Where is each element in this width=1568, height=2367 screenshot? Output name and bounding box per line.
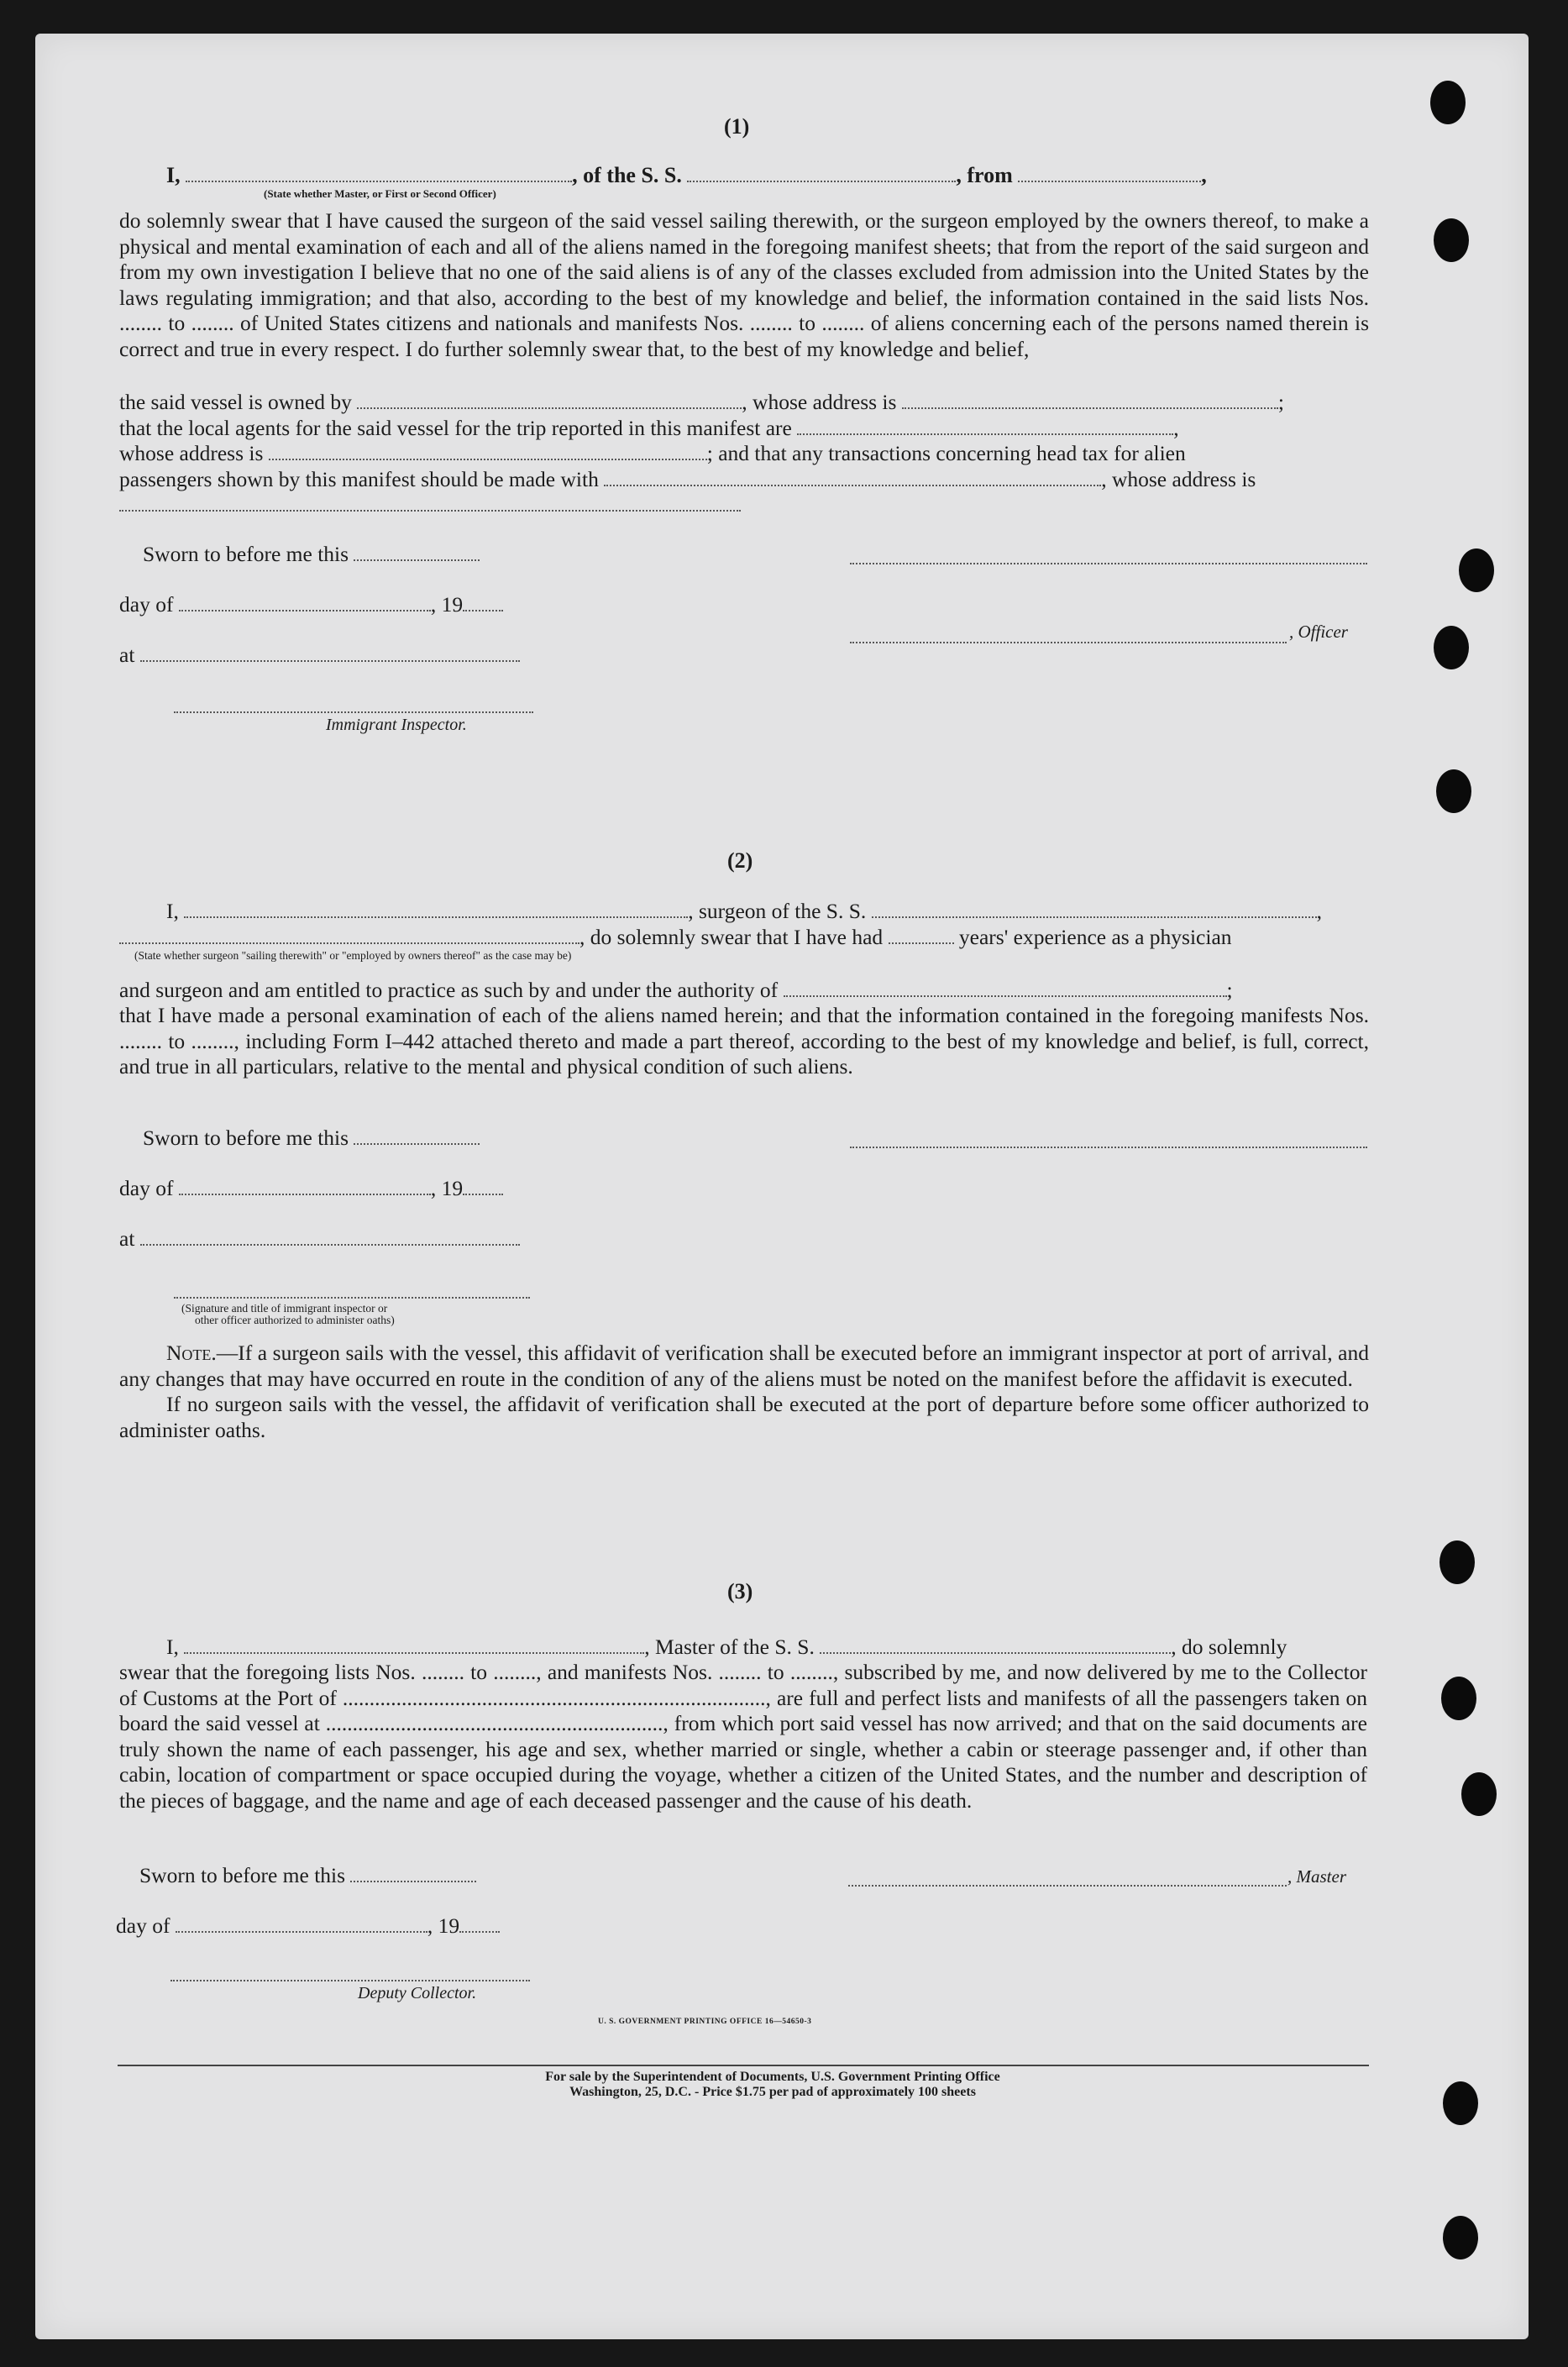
master-name-field[interactable] [184, 1639, 644, 1654]
section-3-i: I, [166, 1635, 179, 1659]
day-of-line-1 [119, 592, 503, 617]
at-label: at [119, 643, 135, 667]
punch-hole [1441, 1677, 1476, 1720]
officer-title-field[interactable] [850, 642, 1287, 643]
year-label: , 19 [430, 1176, 464, 1200]
owned-by-line: the said vessel is owned by , whose address is ; [119, 390, 1284, 414]
sworn-label: Sworn to before me this [139, 1863, 346, 1887]
punch-hole [1443, 2081, 1478, 2125]
contact-address-field[interactable] [119, 510, 741, 512]
agents-address-field[interactable] [269, 445, 707, 460]
year-label: , 19 [427, 1913, 460, 1938]
from-port-field[interactable] [1018, 167, 1201, 182]
gpo-imprint: U. S. GOVERNMENT PRINTING OFFICE 16—54650-3 [598, 2018, 812, 2026]
sworn-day-field[interactable] [350, 1867, 476, 1882]
head-tax-contact-field[interactable] [604, 471, 1101, 486]
agents-address-label: whose address is [119, 441, 264, 465]
day-of-label: day of [119, 592, 174, 617]
master-vessel-field[interactable] [820, 1639, 1171, 1654]
punch-hole [1440, 1540, 1475, 1584]
section-2-paragraph [119, 1003, 1369, 1080]
inspector-signature-field[interactable] [174, 711, 533, 713]
day-of-label: day of [119, 1176, 174, 1200]
section-2-text: that I have made a personal examination of each of the aliens named herein; and that the information contained in the foregoing manifests Nos. ........ to ........, including Form I–442 attached thereto and made a part thereof, according to the best of my knowledge and belief, is full, correct, and true in all particulars, relative to the mental and physical condition of such aliens. [119, 1003, 1369, 1079]
sale-notice-line: Washington, 25, D.C. - Price $1.75 per pad of approximately 100 sheets [569, 2085, 976, 2099]
punch-hole [1434, 218, 1469, 262]
agents-label: that the local agents for the said vessel for the trip reported in this manifest are [119, 416, 792, 440]
years-label: years' experience as a physician [958, 925, 1232, 949]
signature-hint-line: (Signature and title of immigrant inspector or [181, 1302, 388, 1315]
do-solemnly-label: , do solemnly swear that I have had [579, 925, 884, 949]
master-label: , Master [1287, 1866, 1346, 1887]
day-of-label: day of [116, 1913, 170, 1938]
owner-field[interactable] [357, 394, 742, 409]
section-1-paragraph [119, 208, 1369, 363]
punch-hole [1459, 548, 1494, 592]
section-2-i: I, [166, 899, 179, 923]
section-2-intro: I, , surgeon of the S. S. , [166, 899, 1323, 923]
section-3-intro [166, 1635, 1287, 1660]
from-label: , from [956, 163, 1013, 187]
surgeon-vessel-field[interactable] [872, 903, 1317, 918]
signature-hint-line: other officer authorized to administer oaths) [195, 1314, 395, 1326]
year-field[interactable] [463, 596, 503, 611]
month-field[interactable] [176, 1918, 427, 1933]
footer-divider [118, 2065, 1369, 2066]
of-ss-label: , of the S. S. [572, 163, 682, 187]
day-of-line-2 [119, 1176, 503, 1201]
collector-label: Deputy Collector. [358, 1984, 477, 2002]
officer-signature-field[interactable] [850, 563, 1367, 564]
place-field[interactable] [140, 647, 520, 662]
sworn-label: Sworn to before me this [143, 542, 349, 566]
authority-field[interactable] [784, 982, 1227, 997]
surgeon-hint: (State whether surgeon "sailing therewith" or "employed by owners thereof" as the case may be) [134, 949, 572, 962]
agents-field[interactable] [797, 420, 1173, 435]
punch-hole [1430, 81, 1466, 124]
month-field[interactable] [179, 596, 431, 611]
note-label: Note. [166, 1341, 217, 1365]
surgeon-type-field[interactable] [119, 929, 579, 944]
sworn-line-2 [143, 1126, 480, 1151]
inspector-signature-field[interactable] [174, 1297, 530, 1299]
section-1-number: (1) [724, 114, 750, 139]
section-3-paragraph [119, 1660, 1367, 1814]
authority-line: and surgeon and am entitled to practice as such by and under the authority of ; [119, 978, 1233, 1002]
owner-address-field[interactable] [902, 394, 1278, 409]
section-3-number: (3) [727, 1579, 753, 1603]
vessel-name-field[interactable] [687, 167, 956, 182]
place-field[interactable] [140, 1231, 520, 1246]
years-field[interactable] [889, 929, 954, 944]
officer-label: , Officer [1289, 622, 1348, 642]
contact-address-label: , whose address is [1101, 467, 1256, 491]
owned-by-label: the said vessel is owned by [119, 390, 352, 414]
note-1 [119, 1341, 1369, 1392]
passengers-label: passengers shown by this manifest should be made with [119, 467, 599, 491]
sworn-label: Sworn to before me this [143, 1126, 349, 1150]
surgeon-signature-field[interactable] [850, 1147, 1367, 1148]
surgeon-of-label: , surgeon of the S. S. [688, 899, 867, 923]
authority-label: and surgeon and am entitled to practice as such by and under the authority of [119, 978, 779, 1002]
sale-notice [353, 2070, 1193, 2100]
sale-notice-line: For sale by the Superintendent of Documents, U.S. Government Printing Office [545, 2070, 1000, 2084]
note-paragraph [119, 1341, 1369, 1443]
at-line-1 [119, 643, 520, 668]
sworn-day-field[interactable] [354, 1130, 480, 1145]
surgeon-years-line [119, 925, 1232, 950]
passengers-line [119, 467, 1256, 492]
section-1-i: I, [166, 163, 181, 187]
signature-hint [181, 1303, 395, 1326]
surgeon-name-field[interactable] [184, 903, 688, 918]
punch-hole [1443, 2216, 1478, 2259]
officer-name-field[interactable] [186, 167, 572, 182]
note-1-text: —If a surgeon sails with the vessel, this affidavit of verification shall be executed before an immigrant inspector at port of arrival, and any changes that may have occurred en route in the condition of any of the aliens must be noted on the manifest before the affidavit is executed. [119, 1341, 1369, 1391]
head-tax-text: ; and that any transactions concerning head tax for alien [706, 441, 1186, 465]
inspector-label: Immigrant Inspector. [326, 716, 467, 734]
section-1-oath-text: do solemnly swear that I have caused the surgeon of the said vessel sailing therewith, or the surgeon employed by the owners thereof, to make a physical and mental examination of each and all of the aliens named in the foregoing manifest sheets; that from the report of the said surgeon and from my own investigation I believe that no one of the said aliens is of any of the classes excluded from admission into the United States by the laws regulating immigration; and that also, according to the best of my knowledge and belief, the information contained in the said lists Nos. ........ to ........ of United States citizens and nationals and manifests Nos. ........ to ........ of aliens concerning each of the persons named therein is correct and true in every respect. I do further solemnly swear that, to the best of my knowledge and belief, [119, 208, 1369, 361]
section-1-intro: I, , of the S. S. , from , [166, 163, 1207, 187]
month-field[interactable] [179, 1180, 431, 1195]
section-3-text: swear that the foregoing lists Nos. ........ to ........, and manifests Nos. ........ to ........, subscribed by me, and now delivered by me to the Collector of Customs at the Port of ..............................................................................., are full and perfect lists and manifests of all the passengers taken on board the said vessel at ..............................................................., from which port said vessel has now arrived; and that on the said documents are truly shown the name of each passenger, his age and sex, whether married or single, whether a cabin or steerage passenger and, if other than cabin, location of compartment or space occupied during the voyage, whether a citizen of the United States, and the number and description of the pieces of baggage, and the name and age of each deceased passenger and the cause of his death. [119, 1660, 1367, 1813]
owner-address-label: , whose address is [742, 390, 897, 414]
agents-line: that the local agents for the said vessel for the trip reported in this manifest are , [119, 416, 1179, 440]
punch-hole [1436, 769, 1471, 813]
note-2: If no surgeon sails with the vessel, the affidavit of verification shall be executed at the port of departure before some officer authorized to administer oaths. [119, 1392, 1369, 1442]
year-field[interactable] [463, 1180, 503, 1195]
year-field[interactable] [459, 1918, 500, 1933]
sworn-line-3 [139, 1863, 476, 1888]
at-label: at [119, 1226, 135, 1251]
punch-hole [1434, 626, 1469, 669]
year-label: , 19 [430, 592, 464, 617]
sworn-line-1 [143, 542, 480, 567]
do-solemnly-label: , do solemnly [1171, 1635, 1287, 1659]
day-of-line-3 [116, 1913, 500, 1939]
sworn-day-field[interactable] [354, 546, 480, 561]
agents-address-line [119, 441, 1186, 466]
master-signature-field[interactable] [848, 1885, 1287, 1887]
punch-hole [1461, 1772, 1497, 1816]
at-line-2 [119, 1226, 520, 1252]
collector-signature-field[interactable] [170, 1980, 530, 1981]
master-of-label: , Master of the S. S. [644, 1635, 815, 1659]
section-2-number: (2) [727, 848, 753, 873]
officer-hint: (State whether Master, or First or Second Officer) [264, 187, 496, 200]
